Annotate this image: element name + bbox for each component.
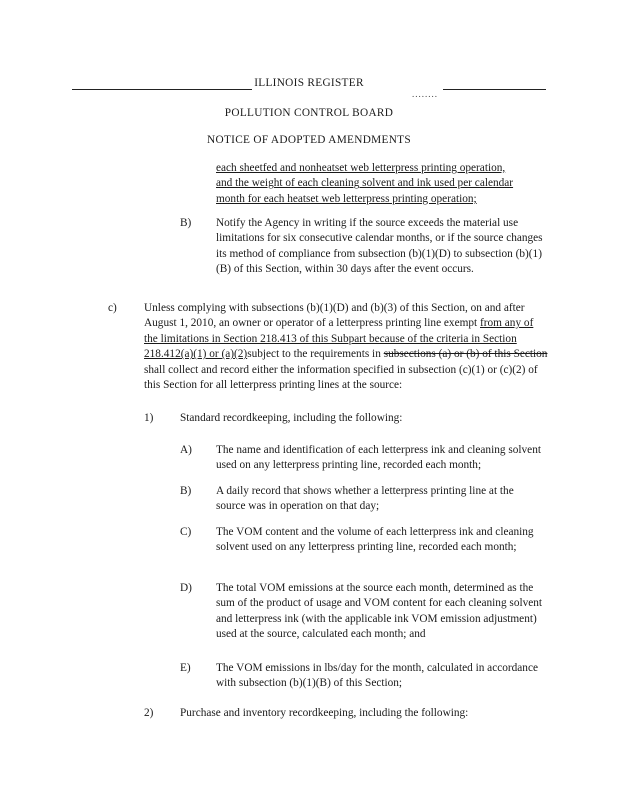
continuation-line: and the weight of each cleaning solvent and ink used per calendar [216, 177, 514, 190]
sub-item-text: A daily record that shows whether a letterpress printing line at the source was in operation on that day; [216, 485, 514, 513]
item-b-text: Notify the Agency in writing if the source exceeds the material use limitations for six consecutive calendar months, or if the source changes its method of compliance from subsection (b)(1)(D) to subsection (b)(1)(B) of this Section, within 30 days after the event occurs. [216, 217, 543, 276]
item-c-text-plain: subject to the requirements in [247, 348, 381, 361]
sub-item-text: The VOM content and the volume of each letterpress ink and cleaning solvent used on any letterpress printing line, recorded each month; [216, 526, 534, 554]
item-1-label: 1) [144, 412, 154, 424]
sub-item-text: The total VOM emissions at the source each month, determined as the sum of the product of usage and VOM content for each cleaning solvent and letterpress ink (with the applicable ink VOM emission adjustment) used at the source, calculated each month; and [216, 582, 543, 641]
register-title: ILLINOIS REGISTER [254, 77, 364, 89]
item-1-text: Standard recordkeeping, including the following: [180, 412, 403, 424]
item-2-label: 2) [144, 707, 154, 719]
item-c-text [144, 301, 549, 393]
notice-title: NOTICE OF ADOPTED AMENDMENTS [207, 134, 411, 146]
item-b-label: B) [180, 217, 192, 229]
item-c-text-plain: Unless complying with subsections (b)(1)(D) and (b)(3) of this Section, on and after August 1, 2010, an owner or operator of a letterpress printing line exempt [144, 302, 525, 330]
continuation-paragraph [216, 161, 556, 207]
sub-item-text: The name and identification of each letterpress ink and cleaning solvent used on any letterpress printing line, recorded each month; [216, 444, 541, 472]
sub-item-label: C) [180, 526, 192, 538]
item-c-text-deleted: subsections (a) or (b) of this Section [383, 348, 548, 361]
sub-item-label: E) [180, 662, 191, 674]
sub-item-label: D) [180, 582, 192, 594]
item-2-text: Purchase and inventory recordkeeping, including the following: [180, 707, 469, 719]
continuation-line: each sheetfed and nonheatset web letterpress printing operation, [216, 162, 506, 174]
continuation-line: month for each heatset web letterpress printing operation; [216, 192, 477, 205]
sub-item-label: A) [180, 444, 192, 456]
item-c-label: c) [108, 302, 117, 314]
header-dots: ........ [412, 89, 438, 99]
sub-item-label: B) [180, 485, 192, 497]
sub-item-text: The VOM emissions in lbs/day for the month, calculated in accordance with subsection (b)(1)(B) of this Section; [216, 662, 538, 690]
item-c-text-inserted: from any of the limitations in Section 218.413 of this Subpart because of the criteria in Section 218.412(a)(1) or (a)(2) [144, 317, 534, 361]
board-title: POLLUTION CONTROL BOARD [224, 107, 394, 119]
item-c-text-plain: shall collect and record either the information specified in subsection (c)(1) or (c)(2) of this Section for all letterpress printing lines at the source: [144, 363, 538, 392]
